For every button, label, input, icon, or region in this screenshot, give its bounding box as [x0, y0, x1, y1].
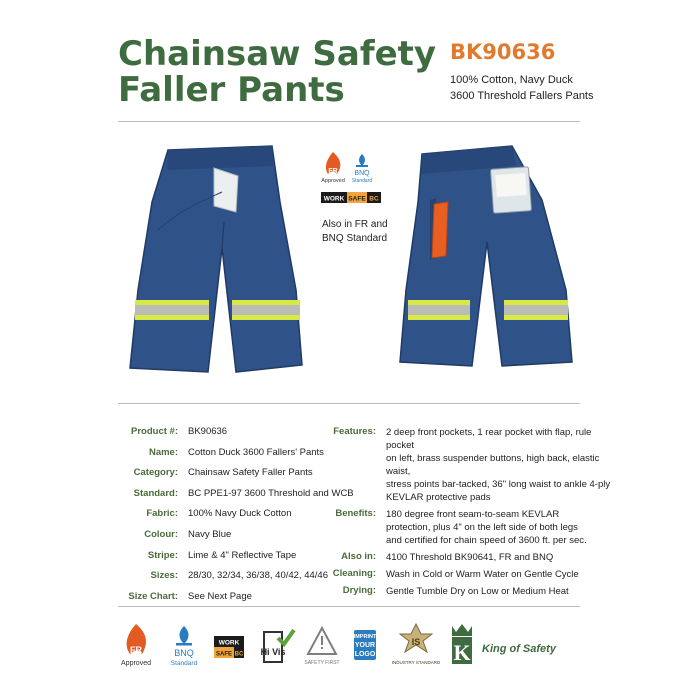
spec-row-drying — [312, 585, 612, 598]
page-title — [118, 36, 436, 108]
also-line-2: BNQ Standard — [322, 233, 388, 244]
svg-text:INDUSTRY STANDARD: INDUSTRY STANDARD — [391, 660, 441, 665]
spec-label: Also in: — [341, 551, 376, 562]
king-of-safety-logo-icon — [452, 624, 557, 665]
spec-value: BC PPE1-97 3600 Threshold and WCB — [188, 487, 354, 499]
bottom-divider — [118, 606, 580, 607]
spec-line: and certified for chain speed of 3600 ft. per sec. — [386, 535, 587, 546]
spec-value: Chainsaw Safety Faller Pants — [188, 467, 313, 479]
spec-table-right — [312, 426, 612, 598]
title-line-1: Chainsaw Safety — [118, 34, 437, 74]
svg-text:SAFE: SAFE — [215, 651, 233, 658]
spec-value: Cotton Duck 3600 Fallers' Pants — [188, 446, 324, 458]
spec-label: Size Chart: — [128, 590, 178, 602]
spec-label: Drying: — [342, 585, 376, 596]
also-available-note — [322, 218, 388, 246]
footer-logo-strip — [118, 622, 588, 672]
fr-approved-icon — [321, 152, 345, 184]
svg-text:BNQ: BNQ — [354, 170, 370, 177]
subtitle-line-1: 100% Cotton, Navy Duck — [450, 74, 573, 86]
svg-text:Standard: Standard — [170, 660, 198, 667]
svg-text:King of Safety: King of Safety — [482, 643, 556, 655]
spec-value: BK90636 — [188, 426, 228, 437]
subtitle-line-2: 3600 Threshold Fallers Pants — [450, 90, 594, 102]
spec-row-benefits — [312, 508, 612, 547]
spec-label: Fabric: — [146, 508, 178, 520]
svg-text:WORK: WORK — [218, 639, 240, 647]
spec-line: 180 degree front seam-to-seam KEVLAR — [386, 509, 560, 520]
spec-value: 100% Navy Duck Cotton — [188, 508, 292, 520]
spec-value — [386, 508, 612, 547]
product-sku: BK90636 — [450, 40, 556, 64]
svg-text:FR: FR — [130, 645, 142, 655]
spec-row-also-in — [312, 551, 612, 564]
top-divider — [118, 121, 580, 122]
spec-label: Features: — [333, 426, 376, 437]
industry-standard-logo-icon — [392, 624, 441, 665]
spec-line: 4100 Threshold BK90641, FR and BNQ — [386, 552, 554, 563]
spec-value — [386, 585, 612, 598]
svg-text:Standard: Standard — [351, 178, 373, 184]
certification-badges — [320, 150, 384, 210]
spec-label: Benefits: — [335, 508, 376, 519]
worksafe-bc-logo-icon — [214, 636, 244, 658]
spec-value: Navy Blue — [188, 528, 232, 540]
spec-value — [386, 568, 612, 581]
spec-value — [386, 426, 612, 504]
svg-text:IMPRINT: IMPRINT — [353, 634, 377, 640]
svg-text:K: K — [453, 640, 471, 665]
spec-value: See Next Page — [188, 590, 252, 602]
spec-label: Product #: — [131, 426, 178, 437]
product-subtitle — [450, 72, 594, 104]
spec-label: Cleaning: — [332, 568, 376, 579]
pants-back-image — [392, 140, 582, 380]
spec-value — [386, 551, 612, 564]
svg-text:YOUR: YOUR — [354, 642, 376, 649]
svg-text:FR: FR — [328, 168, 338, 175]
spec-row-features — [312, 426, 612, 504]
spec-label: Standard: — [133, 487, 178, 499]
spec-value: Lime & 4" Reflective Tape — [188, 549, 297, 561]
svg-text:BC: BC — [369, 195, 379, 203]
svg-text:Hi Vis: Hi Vis — [260, 647, 286, 657]
spec-line: protection, plus 4" on the left side of both legs — [386, 522, 578, 533]
svg-text:Approved: Approved — [321, 178, 345, 184]
bnq-standard-icon — [352, 154, 373, 184]
spec-label: Colour: — [144, 528, 178, 540]
imprint-your-logo-icon — [354, 630, 377, 660]
svg-text:IS: IS — [411, 637, 421, 647]
spec-label: Name: — [148, 446, 178, 458]
svg-text:LOGO: LOGO — [354, 651, 376, 658]
middle-divider — [118, 403, 580, 404]
fr-approved-logo-icon — [121, 624, 151, 667]
svg-text:SAFE: SAFE — [348, 195, 366, 203]
spec-label: Sizes: — [150, 570, 178, 582]
spec-line: stress points bar-tacked, 36" long waist to ankle 4-ply — [386, 479, 611, 490]
svg-text:BC: BC — [234, 651, 244, 658]
safety-first-logo-icon — [304, 628, 339, 666]
hi-vis-logo-icon — [261, 630, 294, 662]
title-line-2: Faller Pants — [118, 70, 345, 110]
also-line-1: Also in FR and — [322, 219, 388, 230]
svg-text:SAFETY FIRST: SAFETY FIRST — [304, 660, 340, 666]
pants-front-image — [110, 140, 310, 390]
svg-text:BNQ: BNQ — [174, 648, 194, 658]
bnq-standard-logo-icon — [171, 626, 198, 667]
svg-text:WORK: WORK — [323, 195, 345, 203]
worksafe-bc-icon — [321, 192, 381, 203]
spec-line: KEVLAR protective pads — [386, 492, 491, 503]
spec-line: 2 deep front pockets, 1 rear pocket with flap, rule pocket — [386, 427, 592, 451]
spec-line: Wash in Cold or Warm Water on Gentle Cycle — [386, 569, 579, 580]
spec-label: Stripe: — [147, 549, 178, 561]
spec-line: Gentle Tumble Dry on Low or Medium Heat — [386, 586, 569, 597]
spec-line: on left, brass suspender buttons, high back, elastic waist, — [386, 453, 600, 477]
spec-value: 28/30, 32/34, 36/38, 40/42, 44/46 — [188, 570, 328, 582]
spec-row-cleaning — [312, 568, 612, 581]
svg-text:Approved: Approved — [121, 660, 151, 667]
spec-label: Category: — [133, 467, 178, 479]
